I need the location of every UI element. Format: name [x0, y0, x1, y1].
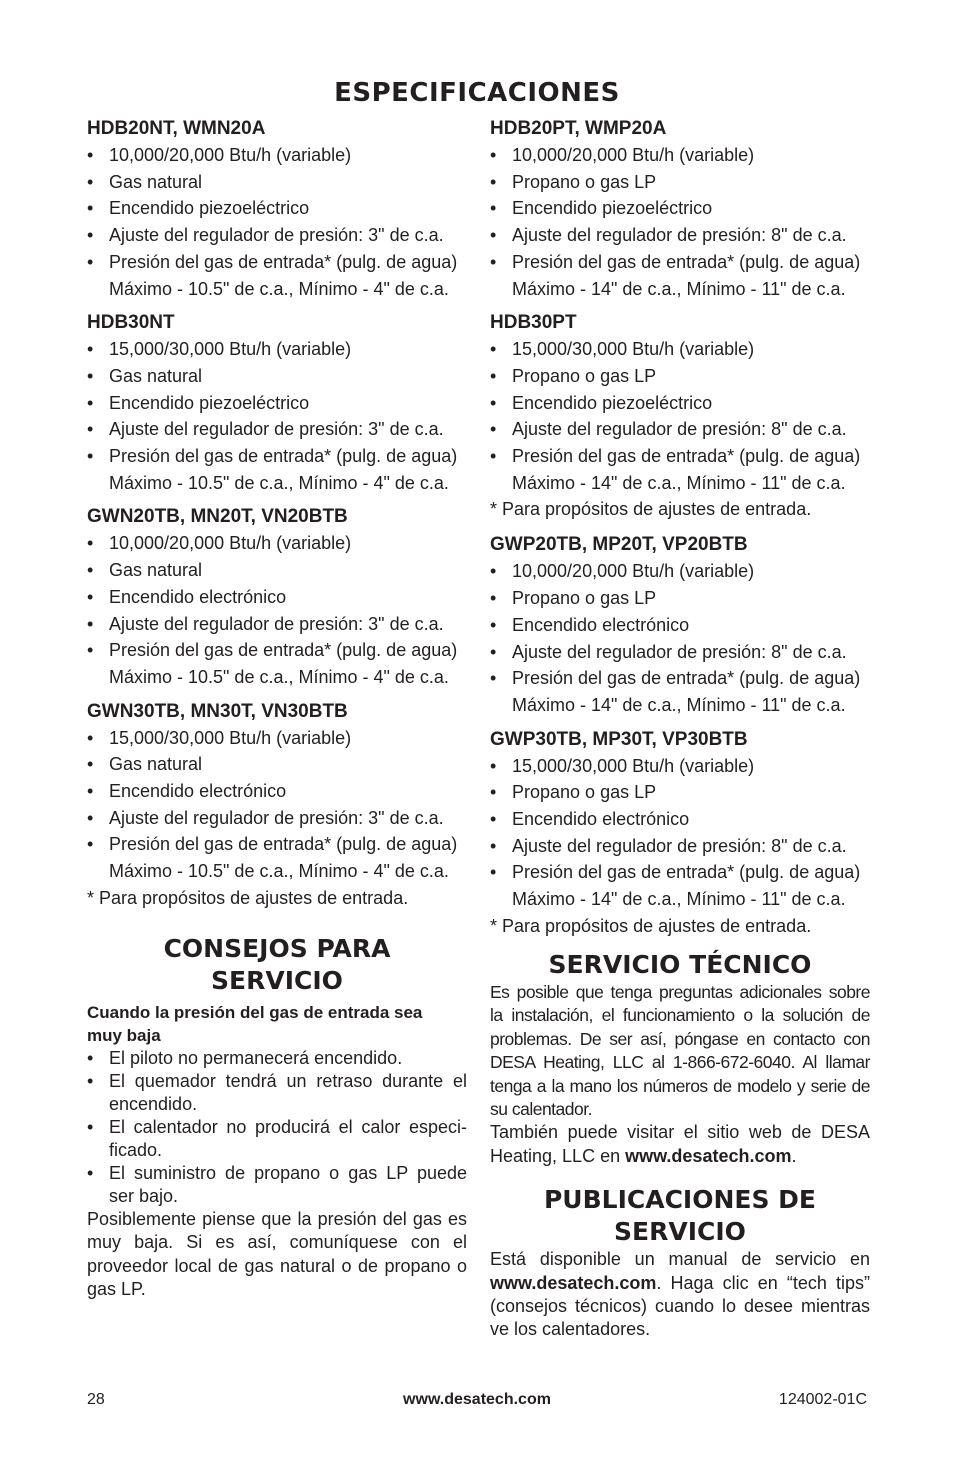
spec-text: 10,000/20,000 Btu/h (variable): [512, 561, 755, 582]
spec-text: Presión del gas de entrada* (pulg. de agua): [109, 834, 458, 855]
spec-item: [490, 833, 870, 860]
spec-item: [87, 416, 467, 443]
spec-item: [490, 416, 870, 443]
model-spec: [87, 310, 467, 496]
model-name: HDB30PT: [490, 312, 577, 334]
left-column: [87, 116, 467, 1302]
spec-text: Ajuste del regulador de presión: 3" de c.a.: [109, 613, 444, 634]
website-text: También puede visitar el sitio web de DESA Heating, LLC en: [490, 1122, 870, 1166]
spec-text: Ajuste del regulador de presión: 8" de c.a.: [512, 225, 847, 246]
spec-pressure-range: Máximo - 10.5" de c.a., Mínimo - 4" de c.a.: [109, 278, 449, 299]
spec-text: Ajuste del regulador de presión: 3" de c.a.: [109, 807, 444, 828]
publications-text: Está disponible un manual de servicio en: [490, 1249, 870, 1270]
tip-item: [87, 1116, 467, 1162]
spec-item: [490, 195, 870, 222]
model-name: HDB20NT, WMN20A: [87, 118, 266, 139]
spec-item: [87, 222, 467, 249]
publications-link[interactable]: www.desatech.com: [490, 1272, 657, 1293]
spec-item: [87, 142, 467, 169]
tip-item: [87, 1047, 467, 1070]
publications-text-end: . Haga clic en “tech tips” (consejos técnicos) cuando lo desee mientras ve los calentadores.: [490, 1272, 870, 1340]
spec-text: 15,000/30,000 Btu/h (variable): [109, 339, 352, 360]
spec-item: [490, 612, 870, 639]
spec-text: Presión del gas de entrada* (pulg. de agua): [109, 251, 458, 272]
spec-text: Encendido electrónico: [109, 781, 287, 802]
model-spec: [87, 699, 467, 885]
spec-item: [490, 806, 870, 833]
spec-text: Propano o gas LP: [512, 588, 657, 609]
tip-item: [87, 1070, 467, 1116]
footnote: * Para propósitos de ajustes de entrada.: [490, 499, 812, 520]
spec-text: Presión del gas de entrada* (pulg. de agua): [512, 862, 861, 883]
spec-item: [490, 169, 870, 196]
right-column: [490, 116, 870, 1342]
spec-list: [490, 753, 870, 913]
spec-item: [490, 665, 870, 718]
spec-item: [490, 558, 870, 585]
spec-item: [87, 169, 467, 196]
spec-item: [87, 443, 467, 496]
spec-item: [490, 585, 870, 612]
spec-item: [87, 557, 467, 584]
spec-pressure-range: Máximo - 10.5" de c.a., Mínimo - 4" de c.a.: [109, 861, 449, 882]
spec-item: [87, 751, 467, 778]
website-link[interactable]: www.desatech.com: [625, 1145, 792, 1166]
model-spec: [87, 504, 467, 690]
spec-text: Ajuste del regulador de presión: 8" de c.a.: [512, 835, 847, 856]
spec-text: Gas natural: [109, 560, 203, 581]
spec-text: Encendido piezoeléctrico: [109, 198, 310, 219]
spec-item: [490, 222, 870, 249]
spec-item: [490, 142, 870, 169]
spec-pressure-range: Máximo - 10.5" de c.a., Mínimo - 4" de c.a.: [109, 666, 449, 687]
spec-text: Encendido electrónico: [512, 809, 690, 830]
model-name: GWN30TB, MN30T, VN30BTB: [87, 700, 348, 722]
tip-text: El quemador tendrá un retraso durante el encendido.: [109, 1070, 467, 1114]
spec-item: [490, 363, 870, 390]
document-number: 124002-01C: [778, 1391, 867, 1408]
model-spec: [490, 727, 870, 913]
spec-list: [87, 336, 467, 496]
model-spec: [490, 310, 870, 496]
website-text-end: .: [791, 1145, 797, 1166]
spec-item: [490, 249, 870, 302]
spec-text: 10,000/20,000 Btu/h (variable): [109, 533, 352, 554]
spec-item: [87, 725, 467, 752]
model-name: HDB30NT: [87, 312, 175, 334]
spec-text: Presión del gas de entrada* (pulg. de agua): [512, 668, 861, 689]
spec-item: [87, 831, 467, 884]
spec-list: [87, 530, 467, 690]
spec-list: [490, 558, 870, 718]
spec-text: Encendido piezoeléctrico: [109, 392, 310, 413]
spec-item: [87, 530, 467, 557]
spec-text: Presión del gas de entrada* (pulg. de agua): [109, 640, 458, 661]
spec-text: Propano o gas LP: [512, 171, 657, 192]
spec-item: [490, 779, 870, 806]
model-name: GWN20TB, MN20T, VN20BTB: [87, 506, 348, 528]
tip-text: El piloto no permanecerá encendido.: [109, 1047, 403, 1068]
spec-text: Ajuste del regulador de presión: 3" de c.a.: [109, 225, 444, 246]
spec-item: [490, 336, 870, 363]
spec-pressure-range: Máximo - 14" de c.a., Mínimo - 11" de c.a.: [512, 472, 846, 493]
spec-text: Ajuste del regulador de presión: 8" de c.a.: [512, 419, 847, 440]
spec-item: [87, 584, 467, 611]
tip-text: El calentador no producirá el calor especificado.: [109, 1116, 467, 1160]
spec-pressure-range: Máximo - 10.5" de c.a., Mínimo - 4" de c.a.: [109, 472, 449, 493]
page-number: 28: [87, 1391, 105, 1408]
technical-service-section: [490, 949, 870, 1168]
spec-item: [87, 336, 467, 363]
spec-text: Presión del gas de entrada* (pulg. de agua): [109, 446, 458, 467]
spec-text: Ajuste del regulador de presión: 3" de c.a.: [109, 419, 444, 440]
service-publications-heading: PUBLICACIONES DE SERVICIO: [543, 1185, 817, 1247]
service-tips-subhead: Cuando la presión del gas de entrada sea muy baja: [87, 1002, 423, 1045]
spec-item: [490, 753, 870, 780]
model-name: GWP20TB, MP20T, VP20BTB: [490, 534, 748, 556]
spec-text: Ajuste del regulador de presión: 8" de c.a.: [512, 641, 847, 662]
spec-text: Encendido electrónico: [512, 614, 690, 635]
footer-url: www.desatech.com: [403, 1391, 551, 1408]
service-publications-section: [490, 1184, 870, 1342]
service-tips-paragraph: Posiblemente piense que la presión del gas es muy baja. Si es así, comuníquese con el proveedor local de gas natural o de propano o gas LP.: [87, 1208, 467, 1300]
spec-list: [87, 725, 467, 885]
spec-text: Presión del gas de entrada* (pulg. de agua): [512, 446, 861, 467]
model-spec: [490, 116, 870, 302]
spec-item: [490, 390, 870, 417]
spec-text: Presión del gas de entrada* (pulg. de agua): [512, 251, 861, 272]
spec-item: [87, 637, 467, 690]
tip-item: [87, 1162, 467, 1208]
footnote: * Para propósitos de ajustes de entrada.: [87, 887, 409, 908]
spec-list: [87, 142, 467, 302]
tip-text: El suministro de propano o gas LP puede ser bajo.: [109, 1162, 467, 1206]
service-tips-list: [87, 1047, 467, 1208]
spec-pressure-range: Máximo - 14" de c.a., Mínimo - 11" de c.a.: [512, 694, 846, 715]
spec-text: 15,000/30,000 Btu/h (variable): [109, 727, 352, 748]
spec-item: [87, 390, 467, 417]
spec-list: [490, 142, 870, 302]
spec-text: 10,000/20,000 Btu/h (variable): [512, 145, 755, 165]
spec-text: Propano o gas LP: [512, 782, 657, 803]
spec-text: Encendido piezoeléctrico: [512, 198, 713, 219]
spec-pressure-range: Máximo - 14" de c.a., Mínimo - 11" de c.a.: [512, 278, 846, 299]
spec-item: [87, 363, 467, 390]
technical-service-paragraph: Es posible que tenga preguntas adicionales sobre la instalación, el funcionamiento o la solución de problemas. De ser así, póngase en contacto con DESA Heating, LLC al 1-866-672-6040. Al llamar tenga a la mano los números de modelo y serie de su calentador.: [490, 981, 870, 1119]
spec-text: 10,000/20,000 Btu/h (variable): [109, 145, 352, 165]
website-paragraph: [490, 1121, 870, 1168]
spec-item: [490, 443, 870, 496]
service-publications-paragraph: [490, 1248, 870, 1342]
spec-list: [490, 336, 870, 496]
service-tips-heading: CONSEJOS PARA SERVICIO: [163, 933, 391, 995]
page-title: ESPECIFICACIONES: [334, 78, 620, 108]
spec-item: [87, 611, 467, 638]
service-tips-section: [87, 933, 467, 1302]
spec-item: [490, 639, 870, 666]
model-spec: [490, 532, 870, 718]
right-models-a: [490, 116, 870, 522]
spec-text: Propano o gas LP: [512, 365, 657, 386]
spec-text: 15,000/30,000 Btu/h (variable): [512, 755, 755, 776]
model-name: GWP30TB, MP30T, VP30BTB: [490, 728, 748, 750]
model-name: HDB20PT, WMP20A: [490, 118, 667, 139]
spec-text: Encendido piezoeléctrico: [512, 392, 713, 413]
model-spec: [87, 116, 467, 302]
spec-text: Gas natural: [109, 171, 203, 192]
footnote: * Para propósitos de ajustes de entrada.: [490, 915, 812, 936]
spec-item: [87, 249, 467, 302]
spec-text: 15,000/30,000 Btu/h (variable): [512, 339, 755, 360]
technical-service-heading: SERVICIO TÉCNICO: [548, 949, 812, 979]
spec-text: Encendido electrónico: [109, 586, 287, 607]
spec-item: [490, 859, 870, 912]
spec-text: Gas natural: [109, 365, 203, 386]
spec-item: [87, 778, 467, 805]
spec-item: [87, 805, 467, 832]
spec-item: [87, 195, 467, 222]
spec-pressure-range: Máximo - 14" de c.a., Mínimo - 11" de c.a.: [512, 889, 846, 910]
spec-text: Gas natural: [109, 754, 203, 775]
right-models-b: [490, 532, 870, 938]
